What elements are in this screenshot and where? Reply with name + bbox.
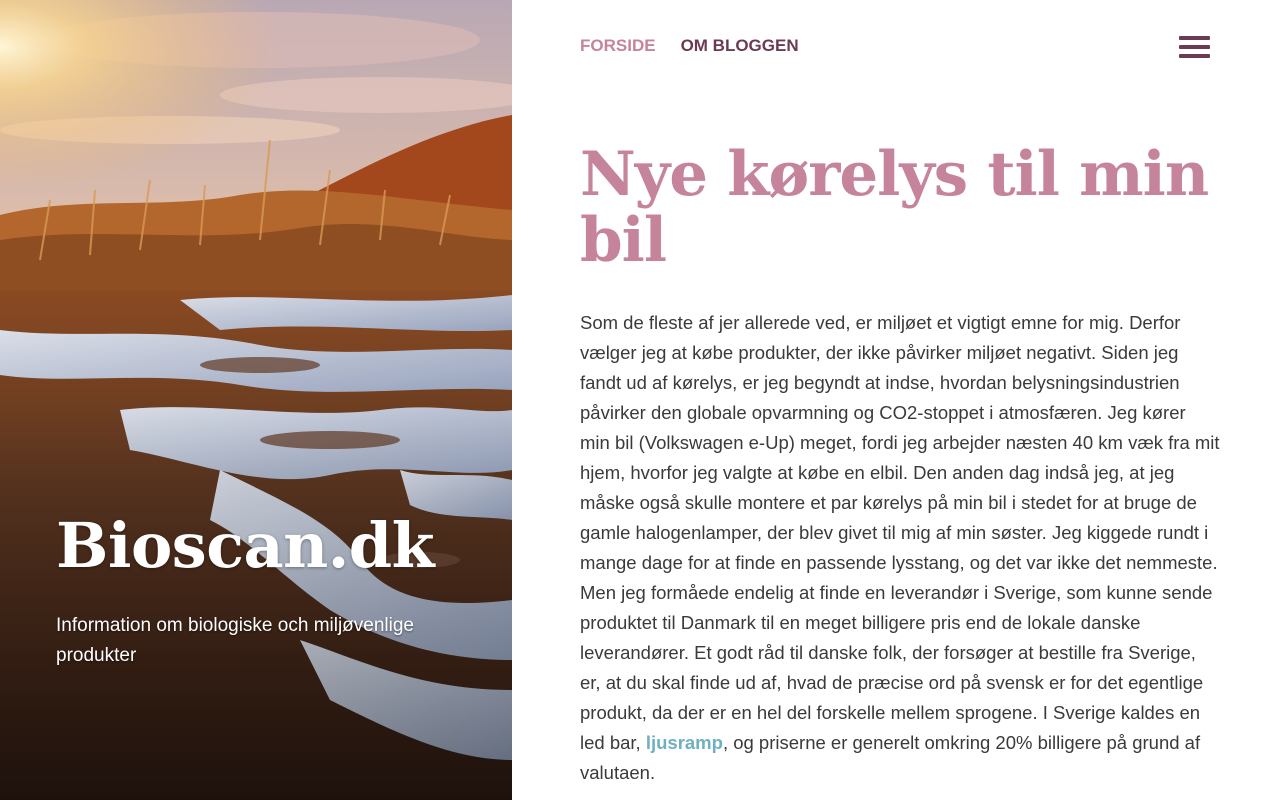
main-navigation (580, 34, 799, 58)
site-description: Information om biologiske och miljøvenlige produkter (56, 615, 414, 666)
post-title[interactable]: Nye kørelys til min bil (580, 139, 1209, 276)
post-body-text-end: , og priserne er generelt omkring 20% billigere på grund af valutaen. (580, 732, 1201, 783)
site-title[interactable]: Bioscan.dk (56, 509, 435, 582)
nav-item-forside[interactable]: FORSIDE (580, 36, 656, 55)
menu-bar (1179, 36, 1210, 40)
menu-bar (1179, 54, 1210, 58)
nav-item-om-bloggen[interactable]: OM BLOGGEN (680, 36, 799, 55)
post-link-ljusramp[interactable]: ljusramp (645, 732, 723, 753)
hero-landscape-image (0, 0, 512, 800)
hero-panel (0, 0, 512, 800)
post-body (580, 308, 1220, 788)
post-body-text: Som de fleste af jer allerede ved, er miljøet et vigtigt emne for mig. Derfor vælger jeg at købe produkter, der ikke påvirker miljøet negativt. Siden jeg fandt ud af kørelys, er jeg begyndt at indse, hvordan belysningsindustrien påvirker den globale opvarmning og CO2-stoppet i atmosfæren. Jeg kører min bil (Volkswagen e-Up) meget, fordi jeg arbejder næsten 40 km væk fra mit hjem, hvorfor jeg valgte at købe en elbil. Den anden dag indså jeg, at jeg måske også skulle montere et par kørelys på min bil i stedet for at bruge de gamle halogenlamper, der blev givet til mig af min søster. Jeg kiggede rundt i mange dage for at finde en passende lysstang, og det var ikke det nemmeste. Men jeg formåede endelig at finde en leverandør i Sverige, som kunne sende produktet til Danmark til en meget billigere pris end de lokale danske leverandører. Et godt råd til danske folk, der forsøger at bestille fra Sverige, er, at du skal finde ud af, hvad de præcise ord på svensk er for det egentlige produkt, da der er en hel del forskelle mellem sprogene. I Sverige kaldes en led bar, (580, 312, 1220, 753)
hamburger-menu-icon[interactable] (1179, 35, 1210, 60)
menu-bar (1179, 45, 1210, 49)
